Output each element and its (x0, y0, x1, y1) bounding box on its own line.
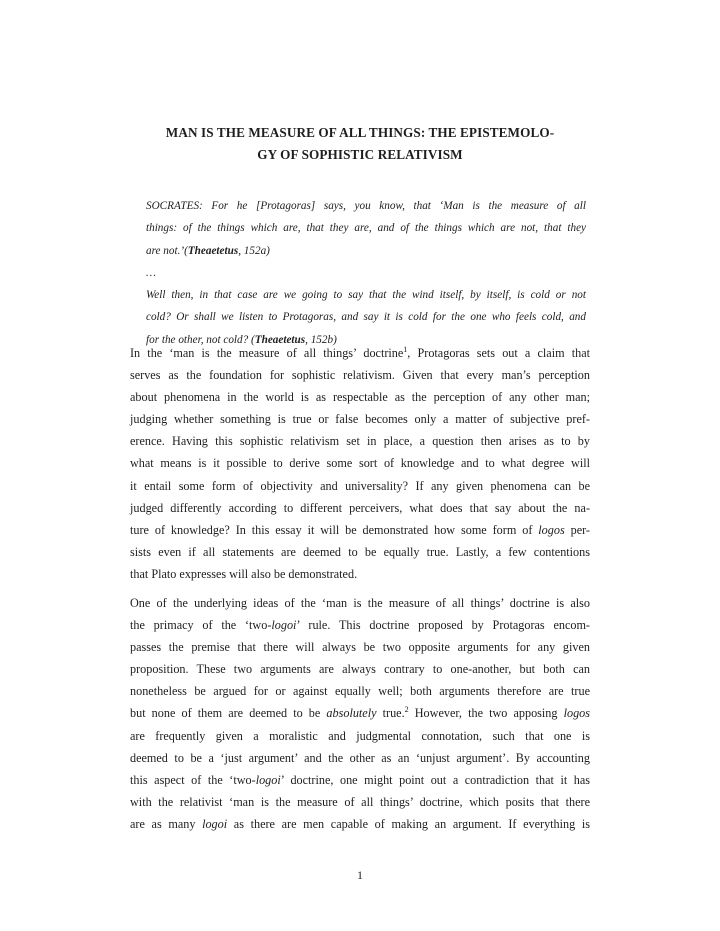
emphasis: logos (538, 522, 565, 537)
paragraph-line: serves as the foundation for sophistic relativism. Given that every man’s perception (130, 368, 590, 383)
emphasis: logoi (271, 618, 297, 633)
paragraph-line: nonetheless be argued for or against equally well; both arguments therefore are true (130, 684, 590, 699)
quote-reference: , 152b) (305, 333, 337, 346)
quote-line: SOCRATES: For he [Protagoras] says, you know, that ‘Man is the measure of all (146, 200, 586, 212)
epigraph-quote (146, 195, 586, 351)
quote-line (146, 240, 586, 262)
quote-line: things: of the things which are, that they are, and of the things which are not, that they (146, 222, 586, 235)
paragraph-line: with the relativist ‘man is the measure of all things’ doctrine, which posits that there (130, 794, 590, 809)
text-run: as there are men capable of making an argument. If everything is (227, 816, 590, 831)
text-run: this aspect of the ‘two- (130, 772, 256, 787)
paragraph-line: judged differently according to different perceivers, what does that say about the na- (130, 500, 590, 515)
text-run: but none of them are deemed to be (130, 706, 327, 721)
text-run: the primacy of the ‘two- (130, 618, 272, 633)
paragraph-line: about phenomena in the world is as respectable as the perception of any other man; (130, 390, 590, 405)
body-paragraph-1 (130, 342, 590, 585)
paragraph-line: sists even if all statements are deemed to be equally true. Lastly, a few contentions (130, 544, 590, 559)
paragraph-line (130, 702, 590, 724)
quote-text: for the other, not cold? ( (146, 333, 255, 346)
title-line: MAN IS THE MEASURE OF ALL THINGS: THE EPISTEMOLO- (165, 125, 555, 140)
paragraph-line: are frequently given a moralistic and judgmental connotation, such that one is (130, 728, 590, 743)
paragraph-line: judging whether something is true or false becomes only a matter of subjective pref- (130, 412, 590, 427)
paragraph-line: that Plato expresses will also be demonstrated. (130, 566, 358, 581)
paragraph-line (130, 614, 590, 636)
essay-title (128, 122, 592, 166)
text-run: are as many (130, 816, 203, 831)
footnote-marker[interactable]: 2 (404, 705, 409, 715)
quote-line: Well then, in that case are we going to say that the wind itself, by itself, is cold or not (146, 289, 586, 302)
paragraph-line: deemed to be a ‘just argument’ and the other as an ‘unjust argument’. By accounting (130, 750, 590, 765)
paragraph-line (130, 342, 590, 364)
emphasis: logoi (255, 772, 281, 787)
body-paragraph-2 (130, 592, 590, 835)
text-run: per- (564, 522, 590, 537)
text-run: However, the two apposing (408, 706, 564, 721)
quote-text: are not.’( (146, 244, 188, 257)
footnote-marker[interactable]: 1 (403, 345, 408, 354)
paragraph-line: what means is it possible to derive some sort of knowledge and to what degree will (130, 456, 590, 471)
quote-ellipsis: … (146, 266, 156, 279)
paragraph-line: proposition. These two arguments are always contrary to one-another, but both can (130, 662, 590, 677)
paragraph-line: erence. Having this sophistic relativism set in place, a question then arises as to by (130, 434, 590, 449)
text-run: true. (376, 706, 405, 721)
emphasis: logoi (202, 816, 228, 831)
text-run: ture of knowledge? In this essay it will be demonstrated how some form of (130, 522, 539, 537)
paragraph-line (130, 519, 590, 541)
paragraph-line (130, 769, 590, 791)
text-run: ’ doctrine, one might point out a contradiction that it has (280, 772, 591, 787)
quote-reference: , 152a) (238, 244, 270, 257)
text-run: , Protagoras sets out a claim that (407, 346, 590, 360)
paragraph-line (130, 813, 590, 835)
emphasis: logos (563, 706, 591, 721)
text-run: In the ‘man is the measure of all things’ doctrine (130, 346, 404, 360)
quote-citation: Theaetetus (187, 244, 239, 257)
text-run: ’ rule. This doctrine proposed by Protagoras encom- (296, 618, 590, 633)
emphasis: absolutely (326, 706, 377, 721)
quote-citation: Theaetetus (254, 333, 306, 346)
title-line: GY OF SOPHISTIC RELATIVISM (257, 147, 463, 162)
paragraph-line: passes the premise that there will always be two opposite arguments for any given (130, 640, 590, 655)
paragraph-line: it entail some form of objectivity and universality? If any given phenomena can be (130, 478, 590, 493)
page-number: 1 (357, 868, 363, 882)
quote-line: cold? Or shall we listen to Protagoras, and say it is cold for the one who feels cold, and (146, 311, 586, 324)
paragraph-line: One of the underlying ideas of the ‘man is the measure of all things’ doctrine is also (130, 596, 590, 610)
